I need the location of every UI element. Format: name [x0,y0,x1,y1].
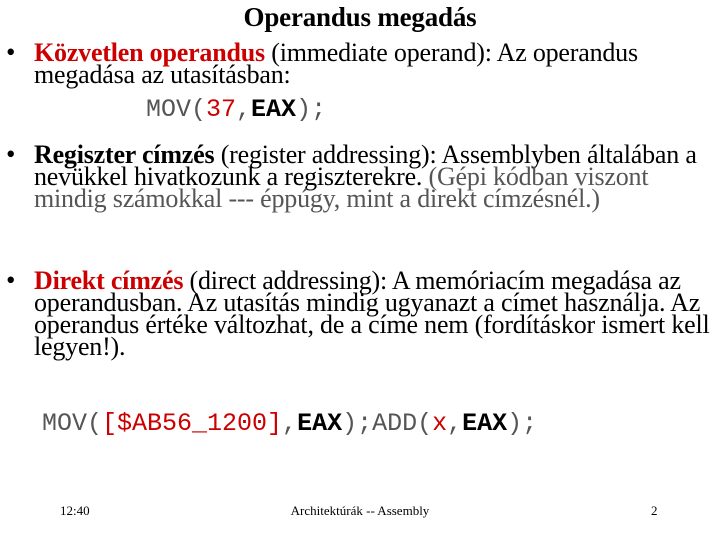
item-text-3: (direct addressing): A memóriacím megadása az operandusban. Az utasítás mindig ugyanazt a címet használja. Az operandus értéke változhat, de a címe nem (fordításkor ismert kell legyen!). [34,266,710,361]
item-immediate-operand [34,38,718,89]
term-immediate-operand: Közvetlen operandus [34,38,265,67]
item-text-1: (immediate operand): Az operandus megadása az utasításban: [34,38,638,89]
item-note-2: (Gépi kódban viszont mindig számokkal --- éppúgy, mint a direkt címzésnél.) [34,162,649,213]
item-text-2: (register addressing): Assemblyben általában a nevükkel hivatkozunk a regiszterekre. [34,140,697,191]
footer-page-number: 2 [651,503,658,518]
item-register-addressing [34,140,718,213]
bullet-2: • [6,139,16,169]
footer-course: Architektúrák -- Assembly [290,503,430,518]
term-register-addressing: Regiszter címzés [34,140,215,169]
bullet-3: • [6,265,16,295]
bullet-1: • [6,37,16,67]
code-example-1: MOV(37,EAX); [146,95,327,124]
term-direct-addressing: Direkt címzés [34,266,184,295]
slide-title: Operandus megadás [243,2,477,32]
item-direct-addressing [34,266,718,361]
footer-time: 12:40 [60,503,90,518]
code-example-2: MOV([$AB56_1200],EAX);ADD(x,EAX); [42,409,538,438]
